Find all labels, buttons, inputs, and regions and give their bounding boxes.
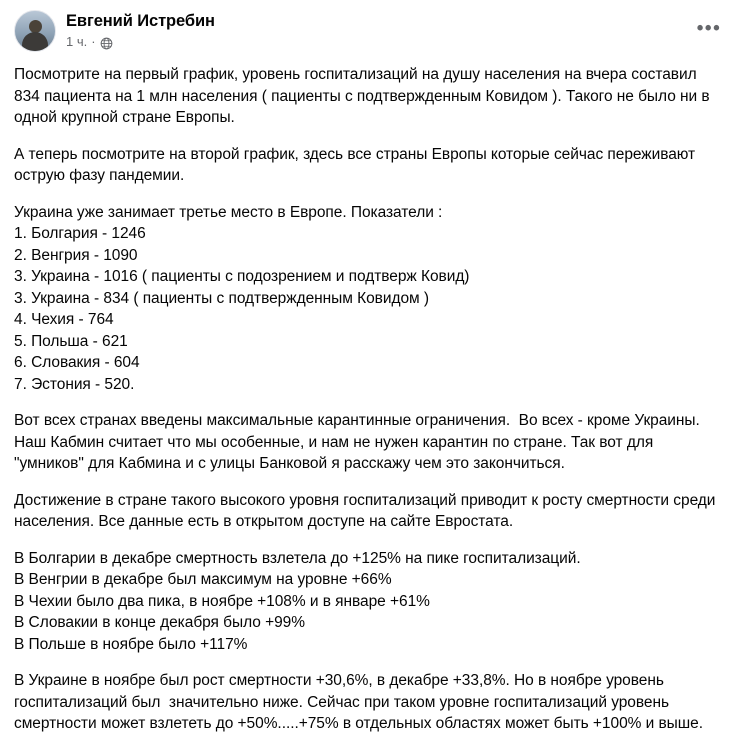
- post-list-block: [14, 202, 726, 396]
- meta-separator: ·: [91, 34, 96, 49]
- post-options-button[interactable]: •••: [696, 18, 722, 39]
- post-header: [14, 10, 726, 58]
- post-stats-block: [14, 548, 726, 656]
- post-line: 4. Чехия - 764: [14, 311, 114, 328]
- post-line: 6. Словакия - 604: [14, 354, 140, 371]
- post-line: В Венгрии в декабре был максимум на уровне +66%: [14, 571, 392, 588]
- post-paragraph: Вот всех странах введены максимальные карантинные ограничения. Во всех - кроме Украины. Наш Кабмин считает что мы особенные, и нам не нужен карантин по стране. Так вот для "умников" для Кабмина и с улицы Банковой я расскажу чем это закончиться.: [14, 412, 705, 472]
- post-line: Украина уже занимает третье место в Европе. Показатели :: [14, 203, 443, 221]
- post-line: В Болгарии в декабре смертность взлетела до +125% на пике госпитализаций.: [14, 549, 581, 567]
- post-meta: [66, 34, 215, 50]
- author-name[interactable]: Евгений Истребин: [66, 12, 215, 30]
- post-timestamp[interactable]: 1 ч.: [66, 34, 88, 49]
- paragraph-spacer: [14, 655, 726, 670]
- post-line: 1. Болгария - 1246: [14, 225, 146, 242]
- globe-icon[interactable]: [100, 37, 113, 50]
- post-paragraph: Посмотрите на первый график, уровень госпитализаций на душу населения на вчера составил 834 пациента на 1 млн населения ( пациенты с подтвержденным Ковидом ). Такого не было ни в одной крупной стране Европы.: [14, 66, 714, 126]
- post-line: В Словакии в конце декабря было +99%: [14, 614, 305, 631]
- post-header-text: [66, 10, 215, 50]
- post-line: 3. Украина - 1016 ( пациенты с подозрением и подтверж Ковид): [14, 268, 470, 285]
- post-line: 3. Украина - 834 ( пациенты с подтвержденным Ковидом ): [14, 289, 429, 307]
- post-paragraph: Достижение в стране такого высокого уровня госпитализаций приводит к росту смертности среди населения. Все данные есть в открытом доступе на сайте Евростата.: [14, 491, 720, 530]
- post-line: 5. Польша - 621: [14, 332, 128, 350]
- avatar[interactable]: [14, 10, 56, 52]
- post-paragraph: В Украине в ноябре был рост смертности +30,6%, в декабре +33,8%. Но в ноябре уровень госпитализаций был значительно ниже. Сейчас при таком уровне госпитализаций уровень смертности может взлететь до +50%.....+75% в отдельных областях может быть +100% и выше.: [14, 672, 703, 732]
- post-body: [14, 64, 726, 735]
- post-line: В Польше в ноябре было +117%: [14, 635, 248, 653]
- post-line: В Чехии было два пика, в ноябре +108% и в январе +61%: [14, 592, 430, 610]
- paragraph-spacer: [14, 395, 726, 410]
- avatar-body: [22, 32, 48, 52]
- post-line: 7. Эстония - 520.: [14, 375, 135, 393]
- post-line: 2. Венгрия - 1090: [14, 246, 138, 264]
- post-paragraph: А теперь посмотрите на второй график, здесь все страны Европы которые сейчас переживают острую фазу пандемии.: [14, 145, 700, 184]
